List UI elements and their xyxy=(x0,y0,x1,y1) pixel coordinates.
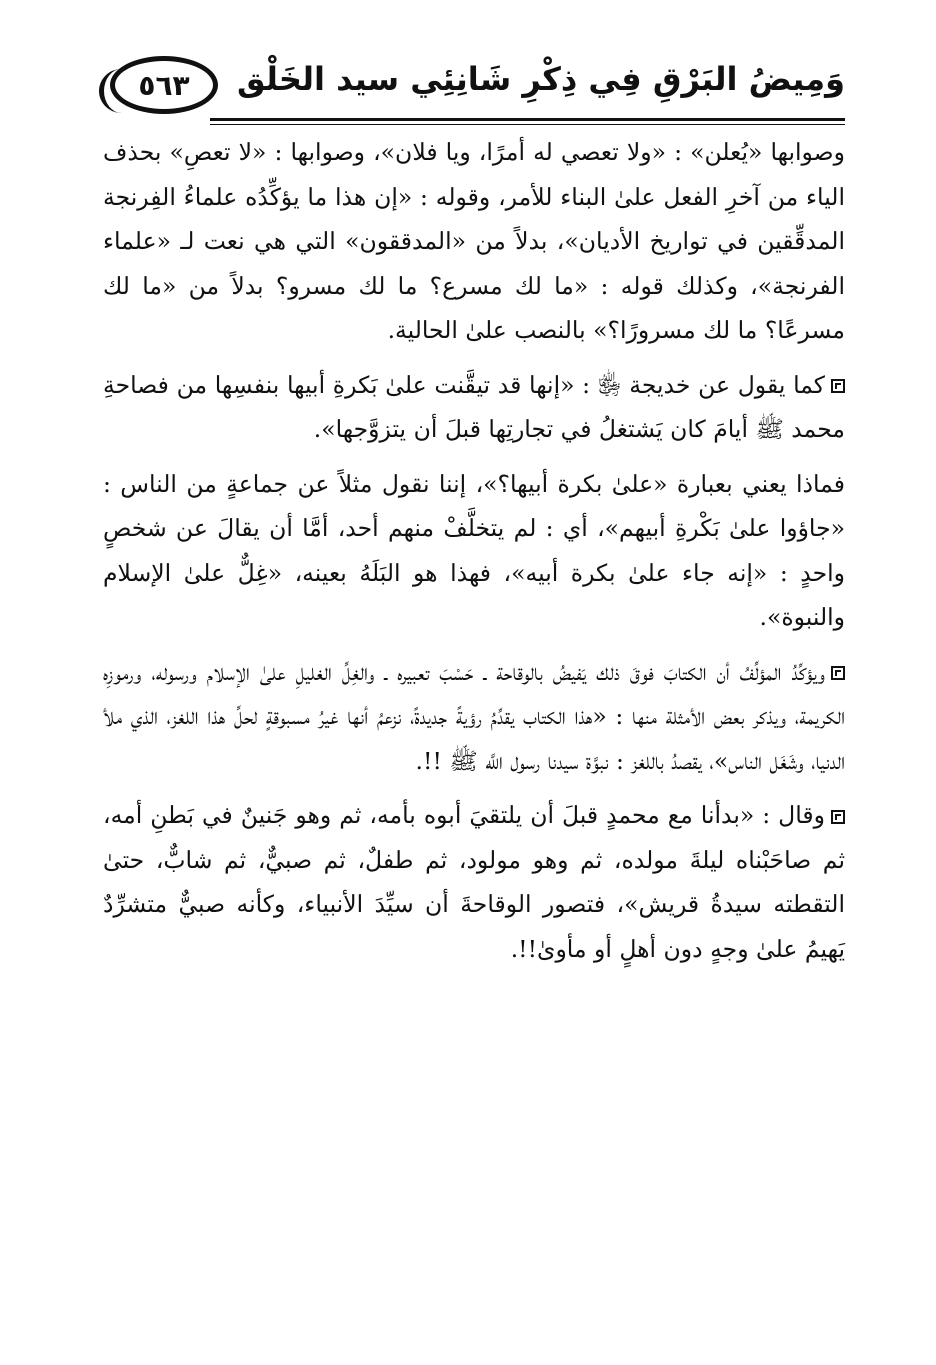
page-body xyxy=(103,130,845,981)
square-bullet-icon xyxy=(831,666,845,680)
paragraph-text: وصوابها «يُعلن» : «ولا تعصي له أمرًا، ويا فلان»، وصوابها : «لا تعصِ» بحذف الياء من آخرِ الفعل علىٰ البناء للأمر، وقوله : «إن هذا ما يؤكِّدُه علماءُ الفِرنجة المدقِّقين في تواريخ الأديان»، بدلاً من «المدققون» التي هي نعت لـ «علماء الفرنجة»، وكذلك قوله : «ما لك مسرع؟ ما لك مسرو؟ بدلاً من «ما لك مسرعًا؟ ما لك مسرورًا؟» بالنصب علىٰ الحالية. xyxy=(103,138,845,344)
square-bullet-icon xyxy=(831,379,845,393)
paragraph-3 xyxy=(103,462,845,640)
paragraph-text: فماذا يعني بعبارة «علىٰ بكرة أبيها؟»، إننا نقول مثلاً عن جماعةٍ من الناس : «جاؤوا علىٰ بَكْرةِ أبيهم»، أي : لم يتخلَّفْ منهم أحد، أمَّا أن يقالَ عن شخصٍ واحدٍ : «إنه جاء علىٰ بكرة أبيه»، فهذا هو البَلَهُ بعينه، «غِلٌّ علىٰ الإسلام والنبوة». xyxy=(103,469,845,631)
paragraph-text: وقال : «بدأنا مع محمدٍ قبلَ أن يلتقيَ أبوه بأمه، ثم وهو جَنينٌ في بَطنِ أمه، ثم صاحَبْناه ليلةَ مولده، ثم وهو مولود، ثم طفلٌ، ثم صبيٌّ، ثم شابٌّ، حتىٰ التقطته سيدةُ قريش»، فتصور الوقاحةَ أن سيِّدَ الأنبياء، وكأنه صبيٌّ متشرِّدٌ يَهيمُ علىٰ وجهٍ دون أهلٍ أو مأوىٰ!!. xyxy=(103,801,845,963)
page-number-frame xyxy=(110,56,218,114)
book-title: وَمِيضُ البَرْقِ فِي ذِكْرِ شَانِئِي سيد الخَلْق xyxy=(237,60,845,98)
paragraph-text: ويؤكِّدُ المؤلِّفُ أن الكتابَ فوقَ ذلك يَفيضُ بالوقاحة ـ حَسْبَ تعبيره ـ والغِلِّ الغليلِ علىٰ الإسلام ورسوله، ورموزِه الكريمة، ويذكر بعض الأمثلة منها : «هذا الكتاب يقدِّمُ رؤيةً جديدةً، نزعمُ أنها غيرُ مسبوقةٍ لحلِّ هذا اللغز، الذي ملأ الدنيا، وشَغَل الناس»، يقصدُ باللغز : نبوَّة سيدنا رسول اللَّه ﷺ !!. xyxy=(103,657,845,775)
paragraph-5 xyxy=(103,793,845,971)
page-header xyxy=(100,42,845,120)
page-number: ٥٦٣ xyxy=(138,68,190,102)
paragraph-text: كما يقول عن خديجة ﵂ : «إنها قد تيقَّنت علىٰ بَكرةِ أبيها بنفسِها من فصاحةِ محمد ﷺ أيامَ كان يَشتغلُ في تجارتِها قبلَ أن يتزوَّجها». xyxy=(103,370,845,443)
paragraph-1 xyxy=(103,130,845,353)
square-bullet-icon xyxy=(831,810,845,824)
header-rule xyxy=(210,118,845,121)
header-rule-thin xyxy=(210,124,845,125)
paragraph-4 xyxy=(103,650,845,784)
paragraph-2 xyxy=(103,363,845,452)
